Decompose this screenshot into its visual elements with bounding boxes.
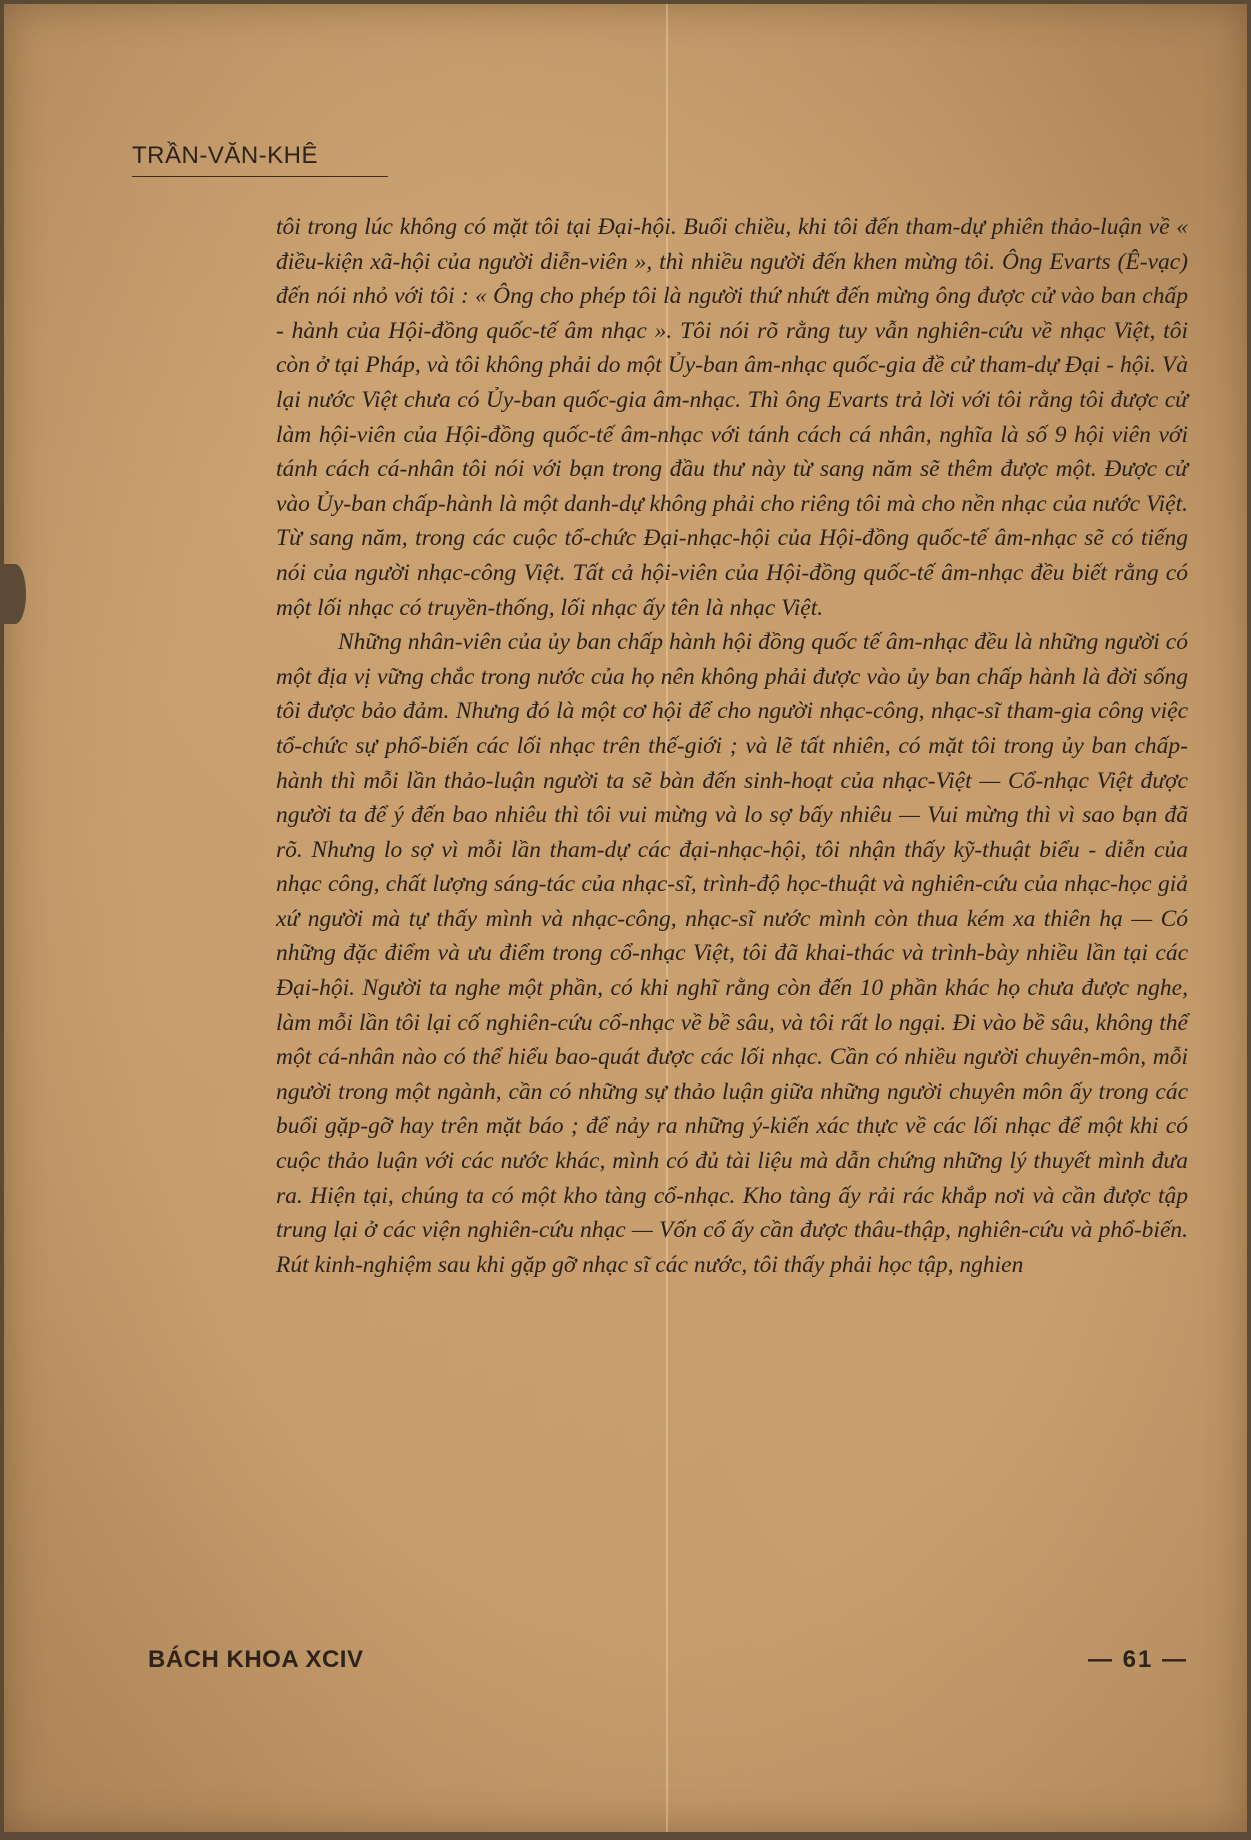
paragraph-2: Những nhân-viên của ủy ban chấp hành hội đồng quốc tế âm-nhạc đều là những người có một địa vị vững chắc trong nước của họ nên không phải được vào ủy ban chấp hành là đời sống tôi được bảo đảm. Nhưng đó là một cơ hội để cho người nhạc-công, nhạc-sĩ tham-gia công việc tổ-chức sự phổ-biến các lối nhạc trên thế-giới ; và lẽ tất nhiên, có mặt tôi trong ủy ban chấp-hành thì mỗi lần thảo-luận người ta sẽ bàn đến sinh-hoạt của nhạc-Việt — Cổ-nhạc Việt được người ta để ý đến bao nhiêu thì tôi vui mừng và lo sợ bấy nhiêu — Vui mừng thì vì sao bạn đã rõ. Nhưng lo sợ vì mỗi lần tham-dự các đại-nhạc-hội, tôi nhận thấy kỹ-thuật biểu - diễn của nhạc công, chất lượng sáng-tác của nhạc-sĩ, trình-độ học-thuật và nghiên-cứu của nhạc-học giả xứ người mà tự thấy mình và nhạc-công, nhạc-sĩ nước mình còn thua kém xa thiên hạ — Có những đặc điểm và ưu điểm trong cổ-nhạc Việt, tôi đã khai-thác và trình-bày nhiều lần tại các Đại-hội. Người ta nghe một phần, có khi nghĩ rằng còn đến 10 phần khác họ chưa được nghe, làm mỗi lần tôi lại cố nghiên-cứu cổ-nhạc về bề sâu, và tôi rất lo ngại. Đi vào bề sâu, không thể một cá-nhân nào có thể hiểu bao-quát được các lối nhạc. Cần có nhiều người chuyên-môn, mỗi người trong một ngành, cần có những sự thảo luận giữa những người chuyên môn ấy trong các buổi gặp-gỡ hay trên mặt báo ; để nảy ra những ý-kiến xác thực về các lối nhạc để một khi có cuộc thảo luận với các nước khác, mình có đủ tài liệu mà dẫn chứng những lý thuyết mình đưa ra. Hiện tại, chúng ta có một kho tàng cổ-nhạc. Kho tàng ấy rải rác khắp nơi và cần được tập trung lại ở các viện nghiên-cứu nhạc — Vốn cổ ấy cần được thâu-thập, nghiên-cứu và phổ-biến. Rút kinh-nghiệm sau khi gặp gỡ nhạc sĩ các nước, tôi thấy phải học tập, nghien [276, 629, 1188, 1278]
paragraph-1: tôi trong lúc không có mặt tôi tại Đại-hội. Buổi chiều, khi tôi đến tham-dự phiên thảo-luận về « điều-kiện xã-hội của người diễn-viên », thì nhiều người đến khen mừng tôi. Ông Evarts (Ê-vạc) đến nói nhỏ với tôi : « Ông cho phép tôi là người thứ nhứt đến mừng ông được cử vào ban chấp - hành của Hội-đồng quốc-tế âm nhạc ». Tôi nói rõ rằng tuy vẫn nghiên-cứu về nhạc Việt, tôi còn ở tại Pháp, và tôi không phải do một Ủy-ban âm-nhạc quốc-gia đề cử tham-dự Đại - hội. Và lại nước Việt chưa có Ủy-ban quốc-gia âm-nhạc. Thì ông Evarts trả lời với tôi rằng tôi được cử làm hội-viên của Hội-đồng quốc-tế âm-nhạc với tánh cách cá nhân, nghĩa là số 9 hội viên với tánh cách cá-nhân tôi nói với bạn trong đầu thư này từ sang năm sẽ thêm được một. Được cử vào Ủy-ban chấp-hành là một danh-dự không phải cho riêng tôi mà cho nền nhạc của nước Việt. Từ sang năm, trong các cuộc tổ-chức Đại-nhạc-hội của Hội-đồng quốc-tế âm-nhạc sẽ có tiếng nói của người nhạc-công Việt. Tất cả hội-viên của Hội-đồng quốc-tế âm-nhạc đều biết rằng có một lối nhạc có truyền-thống, lối nhạc ấy tên là nhạc Việt. [276, 214, 1188, 621]
page-number: — 61 — [1087, 1646, 1188, 1673]
document-page [4, 4, 1247, 1832]
running-header [132, 142, 388, 177]
article-body [276, 210, 1188, 1282]
torn-edge [4, 564, 26, 624]
author-name: TRẦN-VĂN-KHÊ [132, 142, 319, 169]
journal-title: BÁCH KHOA XCIV [148, 1646, 364, 1673]
